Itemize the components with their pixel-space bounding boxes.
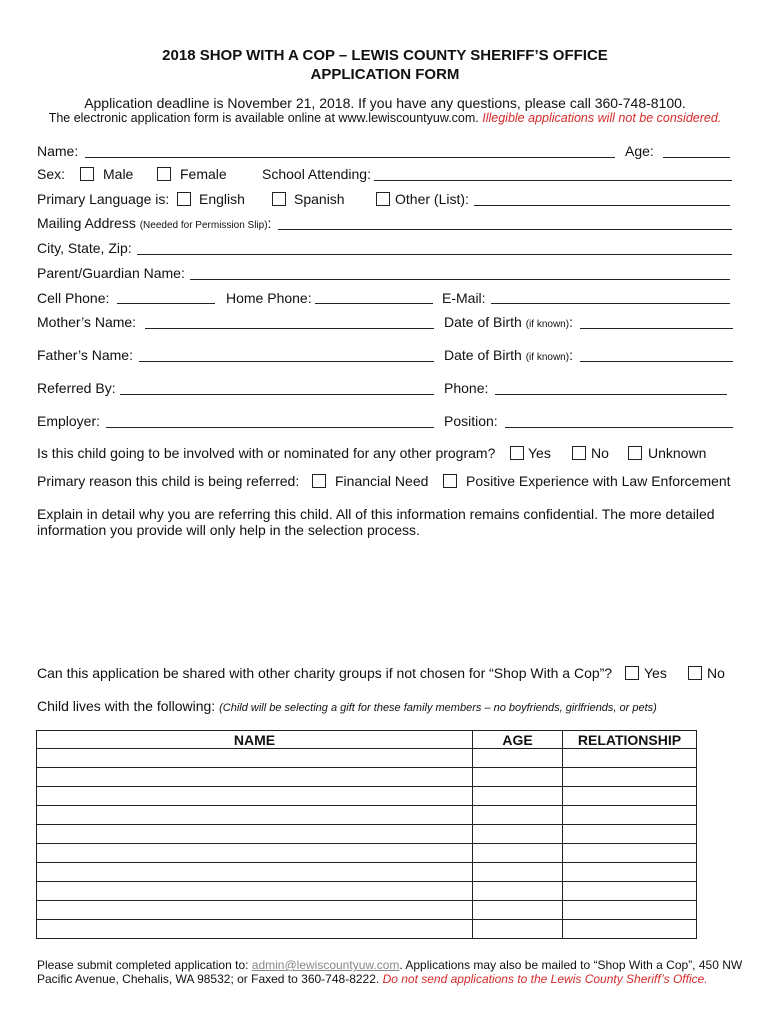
father-dob-label: [444, 347, 573, 366]
parent-field[interactable]: [190, 279, 730, 280]
name-cell[interactable]: [37, 825, 473, 844]
position-field[interactable]: [505, 427, 733, 428]
mother-dob-label: [444, 314, 573, 333]
home-phone-label: Home Phone:: [226, 290, 312, 306]
relationship-cell[interactable]: [563, 768, 697, 787]
financial-need-label: Financial Need: [335, 473, 429, 489]
age-cell[interactable]: [473, 787, 563, 806]
relationship-cell[interactable]: [563, 863, 697, 882]
spanish-label: Spanish: [294, 191, 345, 207]
phone-field[interactable]: [495, 394, 727, 395]
age-cell[interactable]: [473, 806, 563, 825]
mailing-colon: :: [267, 215, 272, 231]
mailing-note: (Needed for Permission Slip): [139, 220, 268, 231]
share-no-checkbox[interactable]: [688, 666, 702, 680]
family-members-table: [36, 730, 697, 939]
employer-label: Employer:: [37, 413, 101, 429]
cell-phone-field[interactable]: [117, 303, 215, 304]
lives-with-note: (Child will be selecting a gift for these family members – no boyfriends, girlfriends, or pets): [219, 702, 657, 714]
footer-text-1: Please submit completed application to:: [37, 958, 249, 972]
father-dob-note: (if known): [525, 352, 570, 363]
name-cell[interactable]: [37, 806, 473, 825]
age-cell[interactable]: [473, 901, 563, 920]
other-program-yes-checkbox[interactable]: [510, 446, 524, 460]
illegible-warning: Illegible applications will not be considered.: [482, 111, 722, 125]
other-program-no-checkbox[interactable]: [572, 446, 586, 460]
age-cell[interactable]: [473, 768, 563, 787]
relationship-cell[interactable]: [563, 787, 697, 806]
table-row: [37, 844, 697, 863]
explain-line-2: information you provide will only help in the selection process.: [37, 522, 420, 538]
table-row: [37, 882, 697, 901]
male-label: Male: [103, 166, 134, 182]
relationship-cell[interactable]: [563, 844, 697, 863]
email-label: E-Mail:: [442, 290, 486, 306]
lives-with-text: Child lives with the following:: [37, 698, 216, 714]
deadline-text: Application deadline is November 21, 2018. If you have any questions, please call 360-748-8100.: [84, 95, 686, 111]
mother-name-field[interactable]: [145, 328, 434, 329]
relationship-cell[interactable]: [563, 920, 697, 939]
school-field[interactable]: [374, 180, 732, 181]
online-text: The electronic application form is available online at www.lewiscountyuw.com.: [48, 111, 479, 125]
parent-label: Parent/Guardian Name:: [37, 265, 185, 281]
cell-phone-label: Cell Phone:: [37, 290, 110, 306]
female-checkbox[interactable]: [157, 167, 171, 181]
form-subtitle: APPLICATION FORM: [310, 66, 460, 83]
primary-reason-question: Primary reason this child is being referred:: [37, 473, 300, 489]
mother-dob-field[interactable]: [580, 328, 733, 329]
age-cell[interactable]: [473, 863, 563, 882]
city-label: City, State, Zip:: [37, 240, 132, 256]
age-cell[interactable]: [473, 844, 563, 863]
table-row: [37, 825, 697, 844]
phone-label: Phone:: [444, 380, 489, 396]
submit-email-link[interactable]: admin@lewiscountyuw.com: [251, 958, 400, 972]
mailing-label-text: Mailing Address: [37, 215, 136, 231]
mailing-address-field[interactable]: [278, 229, 732, 230]
english-label: English: [199, 191, 245, 207]
financial-need-checkbox[interactable]: [312, 474, 326, 488]
table-row: [37, 901, 697, 920]
father-dob-colon: :: [569, 347, 573, 363]
referred-by-label: Referred By:: [37, 380, 116, 396]
spanish-checkbox[interactable]: [272, 192, 286, 206]
relationship-cell[interactable]: [563, 825, 697, 844]
other-program-yes-label: Yes: [528, 445, 551, 461]
sex-label: Sex:: [37, 166, 66, 182]
table-row: [37, 787, 697, 806]
table-row: [37, 806, 697, 825]
name-cell[interactable]: [37, 863, 473, 882]
other-program-unknown-checkbox[interactable]: [628, 446, 642, 460]
online-note: [0, 111, 770, 126]
name-cell[interactable]: [37, 844, 473, 863]
age-column-header: AGE: [473, 731, 563, 749]
referred-by-field[interactable]: [120, 394, 434, 395]
age-label: Age:: [625, 143, 654, 159]
share-question: Can this application be shared with other charity groups if not chosen for “Shop With a Cop”?: [37, 665, 613, 681]
other-program-no-label: No: [591, 445, 609, 461]
explain-line-1: Explain in detail why you are referring this child. All of this information remains confidential. The more detailed: [37, 506, 715, 522]
name-field[interactable]: [85, 157, 615, 158]
name-cell[interactable]: [37, 920, 473, 939]
position-label: Position:: [444, 413, 498, 429]
age-cell[interactable]: [473, 882, 563, 901]
table-header-row: [37, 731, 697, 749]
explain-response-area[interactable]: [37, 542, 732, 652]
relationship-cell[interactable]: [563, 749, 697, 768]
name-cell[interactable]: [37, 749, 473, 768]
employer-field[interactable]: [106, 427, 434, 428]
footer-text-3: Pacific Avenue, Chehalis, WA 98532; or Faxed to 360-748-8222.: [37, 972, 380, 986]
other-program-question: Is this child going to be involved with or nominated for any other program?: [37, 445, 496, 461]
footer-line-2: [37, 972, 708, 987]
footer-line-1: [37, 958, 742, 973]
name-cell[interactable]: [37, 882, 473, 901]
email-field[interactable]: [491, 303, 730, 304]
table-row: [37, 863, 697, 882]
lives-with-label: [37, 698, 657, 716]
positive-experience-checkbox[interactable]: [443, 474, 457, 488]
school-label: School Attending:: [262, 166, 371, 182]
table-row: [37, 768, 697, 787]
share-yes-checkbox[interactable]: [625, 666, 639, 680]
english-checkbox[interactable]: [177, 192, 191, 206]
age-cell[interactable]: [473, 749, 563, 768]
name-cell[interactable]: [37, 768, 473, 787]
table-row: [37, 920, 697, 939]
name-cell[interactable]: [37, 901, 473, 920]
other-program-unknown-label: Unknown: [648, 445, 707, 461]
other-language-checkbox[interactable]: [376, 192, 390, 206]
mother-name-label: Mother’s Name:: [37, 314, 137, 330]
relationship-cell[interactable]: [563, 806, 697, 825]
male-checkbox[interactable]: [80, 167, 94, 181]
share-no-label: No: [707, 665, 725, 681]
father-dob-field[interactable]: [580, 361, 733, 362]
female-label: Female: [180, 166, 227, 182]
mother-dob-text: Date of Birth: [444, 314, 522, 330]
form-title: 2018 SHOP WITH A COP – LEWIS COUNTY SHERIFF’S OFFICE: [162, 47, 608, 64]
mother-dob-colon: :: [569, 314, 573, 330]
mailing-address-label: [37, 215, 271, 234]
relationship-column-header: RELATIONSHIP: [563, 731, 697, 749]
city-field[interactable]: [137, 254, 732, 255]
name-label: Name:: [37, 143, 79, 159]
home-phone-field[interactable]: [315, 303, 433, 304]
language-label: Primary Language is:: [37, 191, 170, 207]
father-dob-text: Date of Birth: [444, 347, 522, 363]
father-name-label: Father’s Name:: [37, 347, 133, 363]
father-name-field[interactable]: [139, 361, 434, 362]
mother-dob-note: (if known): [525, 319, 570, 330]
relationship-cell[interactable]: [563, 901, 697, 920]
relationship-cell[interactable]: [563, 882, 697, 901]
name-cell[interactable]: [37, 787, 473, 806]
other-language-label: Other (List):: [395, 191, 469, 207]
positive-experience-label: Positive Experience with Law Enforcement: [466, 473, 731, 489]
age-cell[interactable]: [473, 920, 563, 939]
share-yes-label: Yes: [644, 665, 667, 681]
other-language-field[interactable]: [474, 205, 730, 206]
table-row: [37, 749, 697, 768]
footer-text-2: . Applications may also be mailed to “Shop With a Cop”, 450 NW: [399, 958, 743, 972]
age-cell[interactable]: [473, 825, 563, 844]
name-column-header: NAME: [37, 731, 473, 749]
footer-warning: Do not send applications to the Lewis County Sheriff’s Office.: [382, 972, 708, 986]
age-field[interactable]: [663, 157, 730, 158]
